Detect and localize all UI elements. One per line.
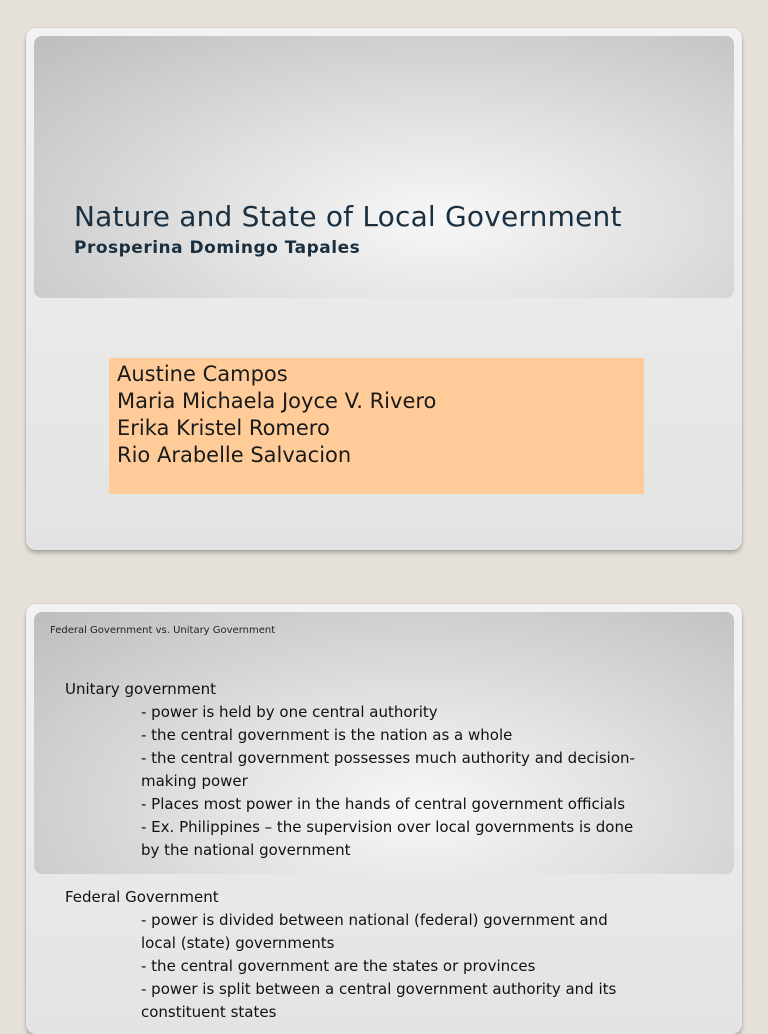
content-slide <box>26 604 742 1034</box>
unitary-line: by the national government <box>141 841 351 859</box>
federal-line: local (state) governments <box>141 934 335 952</box>
slide-header: Federal Government vs. Unitary Government <box>50 625 276 636</box>
author-name: Erika Kristel Romero <box>117 416 330 440</box>
authors-box <box>109 358 644 494</box>
unitary-title: Unitary government <box>65 680 216 698</box>
federal-line: - power is split between a central government authority and its <box>141 980 617 998</box>
unitary-line: - Places most power in the hands of central government officials <box>141 795 626 813</box>
federal-section <box>65 886 661 1024</box>
federal-line: - the central government are the states or provinces <box>141 957 536 975</box>
unitary-line: - Ex. Philippines – the supervision over local governments is done <box>141 818 634 836</box>
federal-line: constituent states <box>141 1003 277 1021</box>
title-band <box>34 36 734 298</box>
slide-subtitle: Prosperina Domingo Tapales <box>74 238 361 258</box>
unitary-section <box>65 678 661 862</box>
unitary-line: - the central government possesses much authority and decision- <box>141 749 635 767</box>
author-name: Maria Michaela Joyce V. Rivero <box>117 389 437 413</box>
author-name: Austine Campos <box>117 362 288 386</box>
unitary-line: making power <box>141 772 248 790</box>
title-slide <box>26 28 742 550</box>
federal-line: - power is divided between national (federal) government and <box>141 911 608 929</box>
author-name: Rio Arabelle Salvacion <box>117 443 352 467</box>
federal-title: Federal Government <box>65 888 219 906</box>
slide-title: Nature and State of Local Government <box>74 200 622 233</box>
unitary-line: - power is held by one central authority <box>141 703 438 721</box>
unitary-line: - the central government is the nation as a whole <box>141 726 513 744</box>
